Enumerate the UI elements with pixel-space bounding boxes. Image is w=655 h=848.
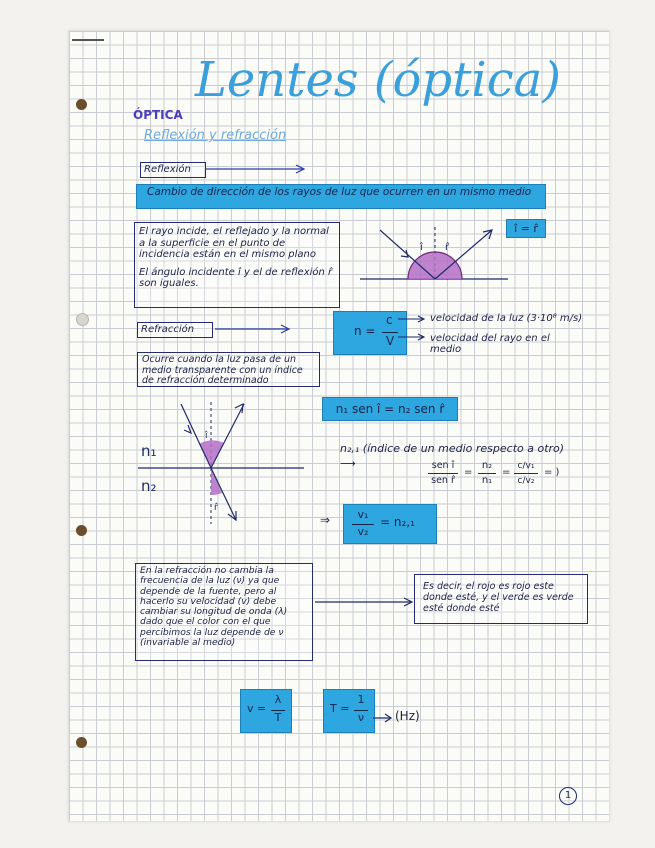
reflected-angle-label: r̂ (445, 242, 450, 253)
velocity-ratio-formula (343, 504, 437, 544)
ratio-sen-denominator: sen r̂ (431, 475, 455, 486)
ratio-v-numerator: c/v₁ (517, 461, 535, 471)
n-variable: n = (354, 324, 376, 338)
ratio-n-denominator: n₁ (481, 475, 493, 486)
color-note: Es decir, el rojo es rojo este donde esté, y el verde es verde esté donde esté (414, 574, 588, 624)
fraction-bar (428, 473, 458, 474)
ratio-tail: = ) (544, 467, 560, 478)
v-lhs: v = (247, 702, 267, 715)
implies-sign: ⇒ (320, 513, 331, 527)
reflected-ray (211, 404, 244, 468)
n1-label: n₁ (141, 442, 157, 460)
reflexion-laws-box (134, 222, 340, 308)
refraccion-description: Ocurre cuando la luz pasa de un medio transparente con un índice de refracción determinado (137, 352, 320, 387)
n21-definition: n₂,₁ (índice de un medio respecto a otro) ⟶ (340, 442, 565, 470)
nu-denominator: ν (357, 711, 365, 724)
v-ratio-denominator: v₂ (357, 525, 369, 538)
ratio-n-numerator: n₂ (481, 460, 493, 471)
arrow-right-icon (372, 712, 394, 724)
incident-angle-label: î (205, 431, 208, 441)
arrow-right-icon (313, 595, 418, 609)
section-label: ÓPTICA (133, 108, 183, 122)
refracted-angle-label: r̂ (214, 503, 218, 513)
formula-denominator: V (386, 334, 395, 348)
hz-unit: (Hz) (395, 709, 420, 723)
margin-mark (72, 39, 104, 41)
formula-numerator: c (386, 313, 393, 327)
v-ratio-numerator: v₁ (357, 508, 369, 521)
c-note: velocidad de la luz (3·10⁸ m/s) (430, 313, 583, 324)
ratio-sen-numerator: sen î (431, 460, 455, 471)
refraction-diagram (136, 398, 306, 526)
equals-sign: = (464, 467, 473, 478)
velocity-formula (240, 689, 292, 733)
frequency-note: En la refracción no cambia la frecuencia de la luz (ν) ya que depende de la fuente, pero al hacerlo su velocidad (v) debe cambiar su longitud de onda (λ) dado que el color con el que percibimos la luz depende de ν (invariable al medio) (135, 563, 313, 661)
one-numerator: 1 (357, 693, 365, 706)
t-lhs: T = (330, 702, 350, 715)
binder-hole (76, 313, 89, 326)
n2-label: n₂ (141, 477, 157, 495)
reflexion-definition: Cambio de dirección de los rayos de luz que ocurren en un mismo medio (136, 184, 546, 209)
arrow-right-icon (213, 322, 293, 336)
angle-shade (408, 252, 462, 279)
fraction-bar (478, 473, 496, 474)
snell-law: n₁ sen î = n₂ sen r̂ (322, 397, 458, 421)
fraction-bar (514, 473, 538, 474)
incident-angle-shade (199, 440, 224, 468)
page-number: 1 (559, 787, 577, 805)
annotation-arrows (395, 313, 429, 347)
page-title: Lentes (óptica) (195, 52, 561, 108)
subtitle: Reflexión y refracción (144, 128, 287, 143)
reflexion-diagram (360, 222, 510, 284)
ratio-v-denominator: c/v₂ (517, 476, 535, 486)
lambda-numerator: λ (274, 693, 282, 706)
v-note: velocidad del rayo en el medio (430, 333, 550, 355)
v-ratio-result: = n₂,₁ (380, 515, 415, 529)
reflexion-law-2: El ángulo incidente î y el de reflexión r̂ son iguales. (139, 266, 333, 289)
arrow-right-icon (203, 162, 313, 176)
t-denominator: T (274, 711, 282, 724)
refraccion-label: Refracción (137, 322, 213, 338)
binder-hole (76, 99, 87, 110)
binder-hole (76, 737, 87, 748)
period-formula (323, 689, 375, 733)
angle-equality-box: î = r̂ (506, 219, 546, 238)
equals-sign: = (502, 467, 511, 478)
binder-hole (76, 525, 87, 536)
reflexion-law-1: El rayo incide, el reflejado y la normal a la superficie en el punto de incidencia están en el mismo plano (139, 226, 329, 260)
reflexion-label: Reflexión (140, 162, 206, 178)
incident-angle-label: î (420, 242, 423, 253)
